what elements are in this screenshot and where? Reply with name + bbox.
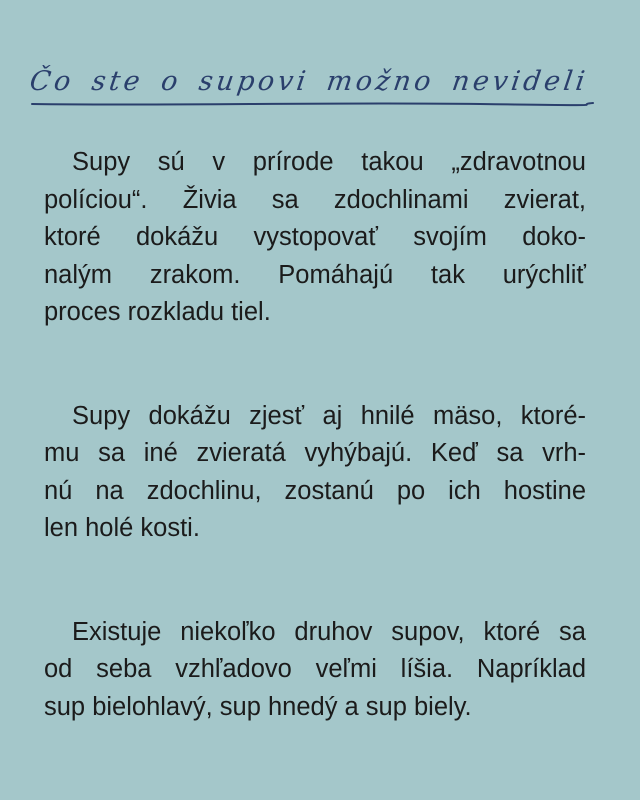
text-line: proces rozkladu tiel.	[44, 298, 271, 326]
text-line: od seba vzhľadovo veľmi líšia. Napríklad	[44, 655, 586, 683]
text-line: nalým zrakom. Pomáhajú tak urýchliť	[44, 260, 586, 289]
paragraph	[44, 144, 586, 332]
text-line: ktoré dokážu vystopovať svojím doko-	[44, 223, 586, 251]
text-line: mu sa iné zvieratá vyhýbajú. Keď sa vrh-	[44, 439, 586, 467]
article-body	[44, 144, 586, 792]
paragraph	[44, 614, 586, 727]
text-line: Supy dokážu zjesť aj hnilé mäso, ktoré-	[72, 401, 586, 430]
text-line: Existuje niekoľko druhov supov, ktoré sa	[72, 617, 586, 646]
paragraph	[44, 398, 586, 548]
heading-underline	[30, 100, 595, 108]
text-line: sup bielohlavý, sup hnedý a sup biely.	[44, 692, 472, 721]
text-line: nú na zdochlinu, zostanú po ich hostine	[44, 476, 586, 505]
text-line: Supy sú v prírode takou „zdravotnou	[72, 148, 586, 176]
text-line: políciou“. Živia sa zdochlinami zvierat,	[44, 185, 586, 214]
section-heading	[27, 52, 600, 122]
text-line: len holé kosti.	[44, 514, 200, 542]
heading-title: Čo ste o supovi možno nevideli	[27, 66, 591, 97]
